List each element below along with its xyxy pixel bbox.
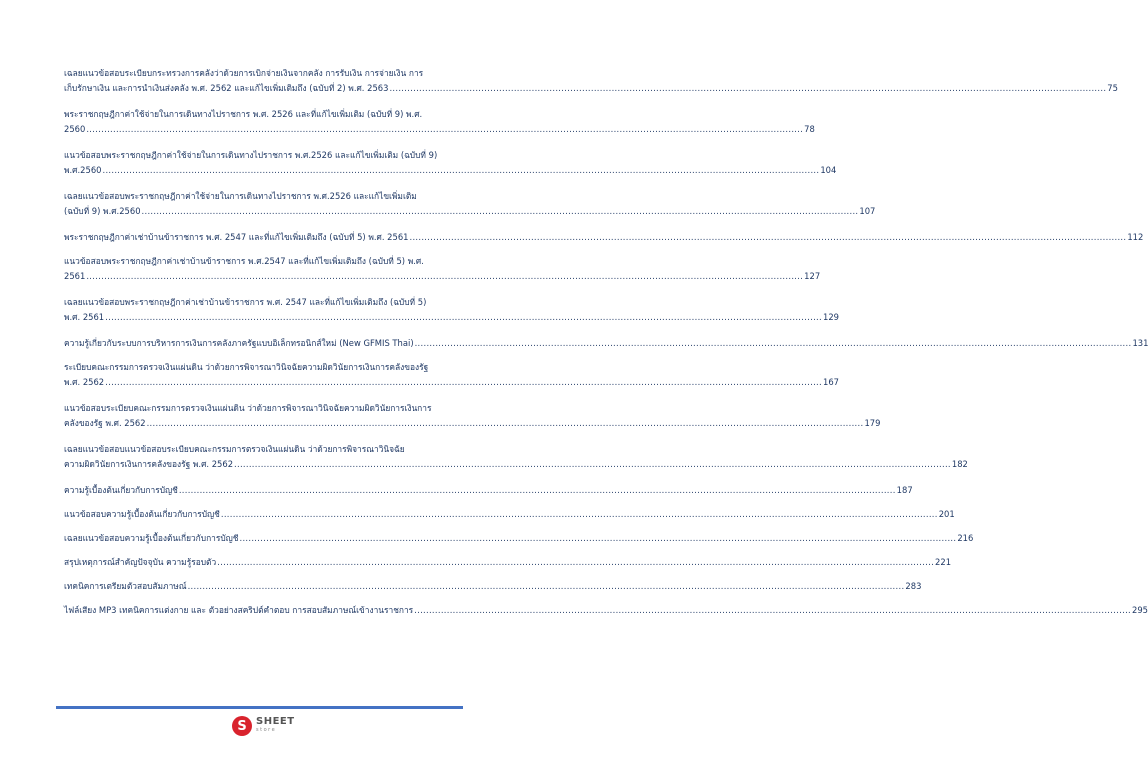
toc-entry-title: พระราชกฤษฎีกาค่าเช่าบ้านข้าราชการ พ.ศ. 2547 และที่แก้ไขเพิ่มเติมถึง (ฉบับที่ 5) พ.ศ. 2561 [64,232,409,242]
toc-entry-title-line: แนวข้อสอบพระราชกฤษฎีกาค่าเช่าบ้านข้าราชการ พ.ศ.2547 และที่แก้ไขเพิ่มเติมถึง (ฉบับที่ 5) พ.ศ. [64,256,424,266]
toc-entry-title-line: เฉลยแนวข้อสอบพระราชกฤษฎีกาค่าเช่าบ้านข้าราชการ พ.ศ. 2547 และที่แก้ไขเพิ่มเติมถึง (ฉบับที่ 5) [64,297,427,307]
dot-leader [105,310,822,325]
toc-entry[interactable] [64,531,974,546]
dot-leader [188,579,905,594]
page-number: 167 [822,377,839,387]
page-number: 129 [822,312,839,322]
logo-subtext: store [256,727,277,733]
toc-entry-title: ความรู้เบื้องต้นเกี่ยวกับการบัญชี [64,485,178,495]
dot-leader [415,336,1132,351]
toc-entry-title: ความผิดวินัยการเงินการคลังของรัฐ พ.ศ. 2562 [64,459,234,469]
toc-entry-title: คลังของรัฐ พ.ศ. 2562 [64,418,146,428]
dot-leader [221,507,938,522]
toc-entry-title: ความรู้เกี่ยวกับระบบการบริหารการเงินการคลังภาครัฐแบบอิเล็กทรอนิกส์ใหม่ (New GFMIS Thai) [64,338,414,348]
toc-entry-title-line: แนวข้อสอบระเบียบคณะกรรมการตรวจเงินแผ่นดิน ว่าด้วยการพิจารณาวินิจฉัยความผิดวินัยการเงินการ [64,403,432,413]
toc-entry[interactable] [64,254,821,284]
page-number: 221 [935,557,952,567]
dot-leader [179,483,896,498]
toc-entry[interactable] [64,148,837,178]
dot-leader [105,375,822,390]
page-number: 131 [1132,338,1148,348]
toc-entry-title: พ.ศ.2560 [64,165,102,175]
toc-entry-title-line: แนวข้อสอบพระราชกฤษฎีกาค่าใช้จ่ายในการเดินทางไปราชการ พ.ศ.2526 และแก้ไขเพิ่มเติม (ฉบับที่ 9) [64,150,438,160]
toc-entry[interactable] [64,107,815,137]
logo-text: SHEET [256,716,295,727]
sheet-store-logo [232,716,295,736]
toc-entry-title: ไฟล์เสียง MP3 เทคนิคการแต่งกาย และ ตัวอย่างสคริปต์คำตอบ การสอบสัมภาษณ์เข้างานราชการ [64,605,414,615]
toc-entry[interactable] [64,603,1148,618]
toc-entry[interactable] [64,360,839,390]
dot-leader [389,81,1106,96]
dot-leader [142,204,859,219]
toc-entry-title: เก็บรักษาเงิน และการนำเงินส่งคลัง พ.ศ. 2562 และแก้ไขเพิ่มเติมถึง (ฉบับที่ 2) พ.ศ. 2563 [64,83,389,93]
toc-entry-title: พ.ศ. 2561 [64,312,105,322]
dot-leader [86,269,803,284]
toc-entry-title: พ.ศ. 2562 [64,377,105,387]
toc-entry[interactable] [64,401,881,431]
dot-leader [147,416,864,431]
dot-leader [239,531,956,546]
toc-entry[interactable] [64,230,1144,245]
toc-entry-title: (ฉบับที่ 9) พ.ศ.2560 [64,206,141,216]
toc-entry[interactable] [64,579,922,594]
page-number: 127 [804,271,821,281]
table-of-contents [64,66,1148,627]
toc-entry[interactable] [64,189,876,219]
dot-leader [86,122,803,137]
page-number: 201 [938,509,955,519]
dot-leader [217,555,934,570]
toc-entry[interactable] [64,483,913,498]
toc-entry-title: เทคนิคการเตรียมตัวสอบสัมภาษณ์ [64,581,187,591]
page-number: 104 [820,165,837,175]
dot-leader [414,603,1131,618]
toc-entry-title-line: เฉลยแนวข้อสอบพระราชกฤษฎีกาค่าใช้จ่ายในการเดินทางไปราชการ พ.ศ.2526 และแก้ไขเพิ่มเติม [64,191,417,201]
page-number: 187 [896,485,913,495]
toc-entry-title: 2561 [64,271,86,281]
toc-entry-title-line: ระเบียบคณะกรรมการตรวจเงินแผ่นดิน ว่าด้วยการพิจารณาวินิจฉัยความผิดวินัยการเงินการคลังของรัฐ [64,362,429,372]
dot-leader [234,457,951,472]
page-number: 107 [859,206,876,216]
page-number: 182 [951,459,968,469]
logo-s-icon: S [232,716,252,736]
page-number: 216 [957,533,974,543]
toc-entry[interactable] [64,295,839,325]
toc-entry[interactable] [64,555,952,570]
page-number: 75 [1107,83,1118,93]
dot-leader [102,163,819,178]
dot-leader [410,230,1127,245]
toc-entry-title-line: เฉลยแนวข้อสอบแนวข้อสอบระเบียบคณะกรรมการตรวจเงินแผ่นดิน ว่าด้วยการพิจารณาวินิจฉัย [64,444,405,454]
toc-entry-title-line: เฉลยแนวข้อสอบระเบียบกระทรวงการคลังว่าด้วยการเบิกจ่ายเงินจากคลัง การรับเงิน การจ่ายเงิน การ [64,68,424,78]
toc-entry[interactable] [64,336,1148,351]
toc-entry[interactable] [64,442,968,472]
toc-entry-title-line: พระราชกฤษฎีกาค่าใช้จ่ายในการเดินทางไปราชการ พ.ศ. 2526 และที่แก้ไขเพิ่มเติม (ฉบับที่ 9) พ.ศ. [64,109,423,119]
page-number: 112 [1127,232,1144,242]
toc-entry-title: สรุปเหตุการณ์สำคัญปัจจุบัน ความรู้รอบตัว [64,557,217,567]
toc-entry-title: 2560 [64,124,86,134]
page-number: 295 [1132,605,1148,615]
page-number: 283 [905,581,922,591]
toc-entry-title: แนวข้อสอบความรู้เบื้องต้นเกี่ยวกับการบัญชี [64,509,220,519]
toc-entry-title: เฉลยแนวข้อสอบความรู้เบื้องต้นเกี่ยวกับการบัญชี [64,533,239,543]
toc-entry[interactable] [64,507,955,522]
footer-divider [56,706,463,709]
page-number: 179 [864,418,881,428]
page-number: 78 [804,124,815,134]
toc-entry[interactable] [64,66,1118,96]
